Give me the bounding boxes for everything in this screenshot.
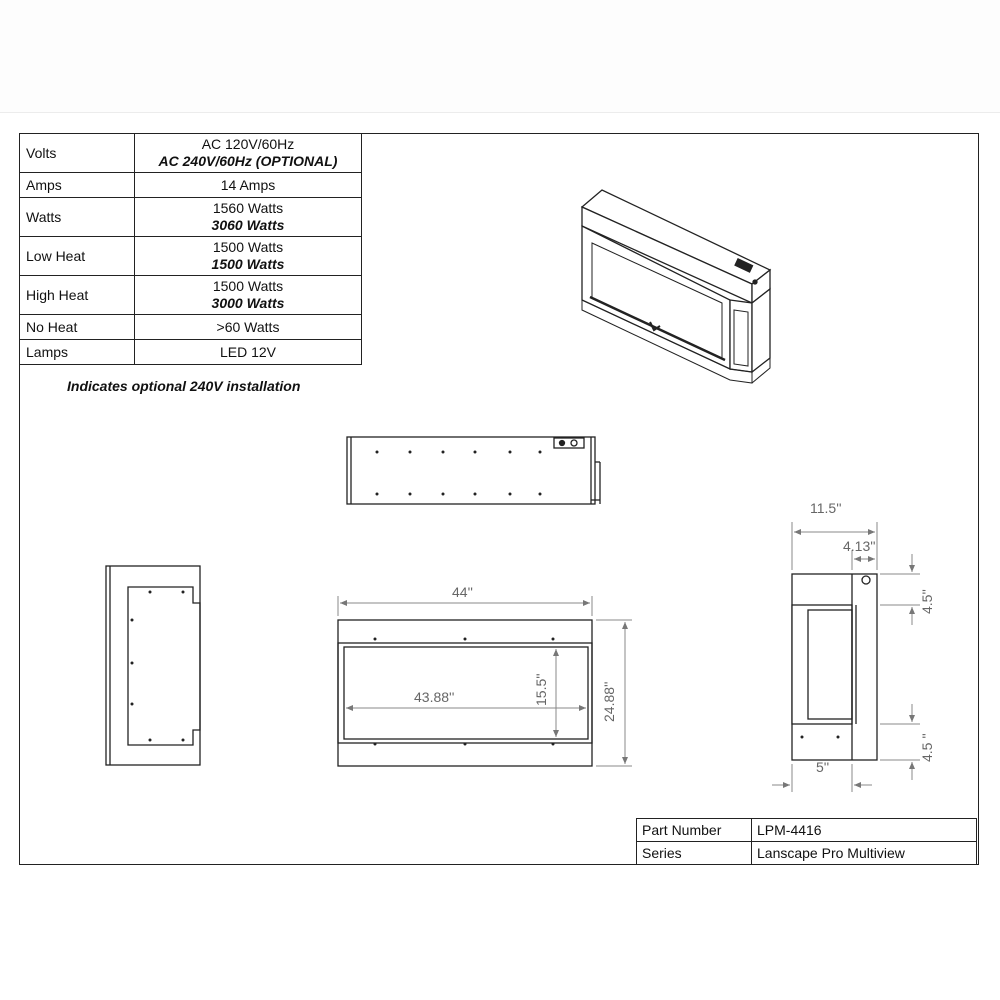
dim-overall-width: 44'' — [452, 584, 473, 600]
spec-value: 1500 Watts — [212, 278, 284, 294]
spec-label: Amps — [20, 173, 135, 198]
spec-value: 14 Amps — [135, 173, 362, 198]
spec-value-optional: AC 240V/60Hz (OPTIONAL) — [158, 153, 338, 169]
spec-label: Lamps — [20, 340, 135, 365]
series-value: Lanscape Pro Multiview — [752, 842, 977, 865]
dim-opening-height: 15.5'' — [533, 673, 549, 706]
title-block — [636, 818, 977, 865]
spec-label: Low Heat — [20, 237, 135, 276]
spec-value-optional: 1500 Watts — [211, 256, 285, 272]
spec-value: >60 Watts — [135, 315, 362, 340]
dim-top-offset: 4.5'' — [919, 589, 935, 614]
dim-opening-width: 43.88'' — [414, 689, 455, 705]
isometric-view — [582, 190, 770, 383]
dim-bottom-depth: 5'' — [816, 759, 830, 775]
part-number-value: LPM-4416 — [752, 819, 977, 842]
spec-value: 1500 Watts — [212, 239, 284, 255]
title-row-series — [637, 842, 977, 865]
spec-value-optional: 3060 Watts — [211, 217, 285, 233]
title-row-part-number — [637, 819, 977, 842]
spec-label: No Heat — [20, 315, 135, 340]
dim-bottom-offset: 4.5 '' — [919, 733, 935, 762]
rear-view — [106, 566, 200, 765]
spec-label: Watts — [20, 198, 135, 237]
spec-label: High Heat — [20, 276, 135, 315]
spec-label: Volts — [20, 134, 135, 173]
top-view — [347, 437, 600, 504]
spec-value: LED 12V — [135, 340, 362, 365]
part-number-label: Part Number — [637, 819, 752, 842]
dim-side-depth: 4.13'' — [843, 538, 876, 554]
spec-value-optional: 3000 Watts — [211, 295, 285, 311]
series-label: Series — [637, 842, 752, 865]
optional-installation-note: Indicates optional 240V installation — [67, 378, 301, 394]
spec-value: 1560 Watts — [212, 200, 284, 216]
spec-value: AC 120V/60Hz — [201, 136, 295, 152]
dim-depth: 11.5'' — [810, 500, 842, 516]
side-view — [792, 574, 877, 760]
dim-overall-height: 24.88'' — [601, 681, 617, 722]
